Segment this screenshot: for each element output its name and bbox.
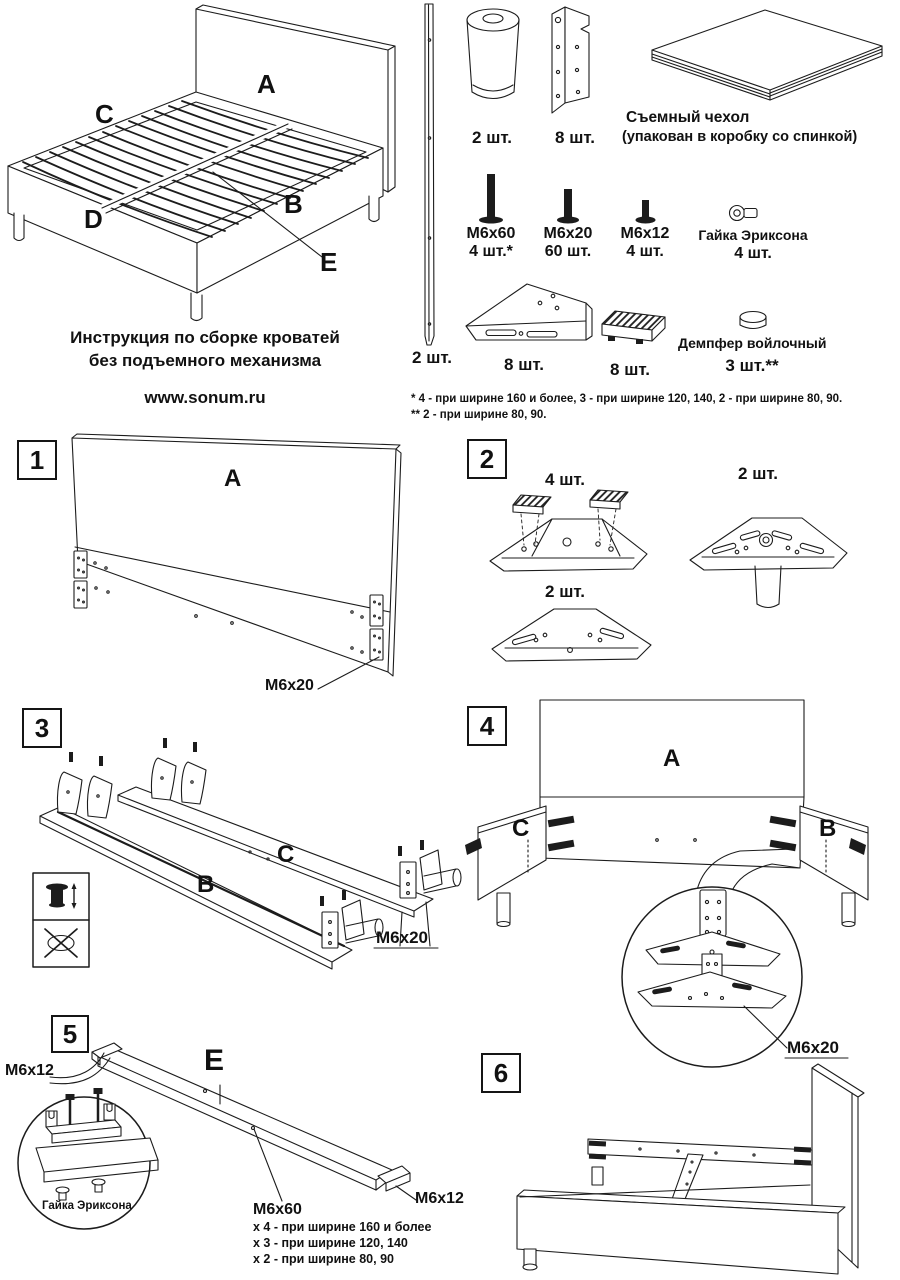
step4-label-c: C bbox=[512, 815, 530, 842]
m6x60-leader bbox=[254, 1129, 282, 1201]
m6x12-left-leader bbox=[50, 1058, 110, 1084]
footnote-1: * 4 - при ширине 160 и более, 3 - при ширине 120, 140, 2 - при ширине 80, 90. bbox=[411, 393, 843, 405]
felt-damper-icon bbox=[590, 490, 628, 509]
felt-damper-icon bbox=[513, 495, 551, 514]
step1-label-a: A bbox=[224, 465, 242, 492]
step6-drawing bbox=[517, 1064, 864, 1274]
part-m6x60-qty: 4 шт.* bbox=[469, 243, 513, 260]
step4-number: 4 bbox=[467, 706, 507, 746]
bolt-m6x12-icon bbox=[636, 200, 656, 224]
step3-callout-m6x20: M6x20 bbox=[376, 928, 428, 947]
step5-callout-erikson-nut: Гайка Эриксона bbox=[42, 1200, 132, 1212]
step3-label-b: B bbox=[197, 871, 215, 898]
step1-number: 1 bbox=[17, 440, 57, 480]
part-m6x60-name: М6х60 bbox=[466, 225, 516, 242]
slat-pad-icon bbox=[602, 311, 665, 344]
overview-label-c: C bbox=[95, 99, 114, 129]
footnote-2: ** 2 - при ширине 80, 90. bbox=[411, 409, 547, 421]
felt-damper-icon bbox=[740, 312, 766, 329]
page-title-line2: без подъемного механизма bbox=[88, 351, 322, 370]
part-cover-title: Съемный чехол bbox=[626, 109, 750, 126]
part-erikson-qty: 4 шт. bbox=[734, 245, 772, 262]
step5-label-e: E bbox=[204, 1044, 225, 1077]
step6-number: 6 bbox=[481, 1053, 521, 1093]
overview-label-d: D bbox=[84, 204, 103, 234]
part-damper-name: Демпфер войлочный bbox=[678, 335, 827, 351]
step1-callout-m6x20: М6х20 bbox=[265, 677, 314, 694]
step3-number: 3 bbox=[22, 708, 62, 748]
corner-plate-icon bbox=[466, 284, 592, 340]
erikson-nut-icon bbox=[730, 206, 758, 221]
step4-label-a: A bbox=[663, 745, 681, 772]
warning-icons-box bbox=[33, 873, 89, 967]
step5-m6x60-note2: x 3 - при ширине 120, 140 bbox=[253, 1236, 408, 1250]
bed-leg bbox=[191, 293, 202, 321]
step2-number: 2 bbox=[467, 439, 507, 479]
part-m6x20-name: М6х20 bbox=[543, 225, 593, 242]
bed-leg bbox=[14, 213, 24, 241]
part-rail-qty: 2 шт. bbox=[412, 348, 452, 367]
magnifier-circle bbox=[622, 887, 802, 1067]
step2-qty-bottom: 2 шт. bbox=[545, 582, 585, 601]
part-cover-note: (упакован в коробку со спинкой) bbox=[622, 129, 858, 145]
overview-label-a: A bbox=[257, 69, 276, 99]
step5-m6x60-note3: x 2 - при ширине 80, 90 bbox=[253, 1252, 394, 1266]
part-bracket-qty: 8 шт. bbox=[555, 128, 595, 147]
step3-label-c: C bbox=[277, 841, 295, 868]
bed-leg bbox=[369, 196, 379, 222]
page-title-line1: Инструкция по сборке кроватей bbox=[70, 328, 340, 347]
bolt-m6x20-icon bbox=[557, 189, 579, 224]
m6x12-right-leader bbox=[396, 1186, 416, 1200]
overview-label-b: B bbox=[284, 189, 303, 219]
part-leg-qty: 2 шт. bbox=[472, 128, 512, 147]
part-pad-qty: 8 шт. bbox=[610, 360, 650, 379]
step2-qty-right: 2 шт. bbox=[738, 464, 778, 483]
part-m6x20-qty: 60 шт. bbox=[544, 243, 592, 260]
step1-callout-leader bbox=[318, 657, 379, 689]
step5-number: 5 bbox=[51, 1015, 89, 1053]
part-cover-icon bbox=[652, 10, 882, 100]
website-url: www.sonum.ru bbox=[144, 388, 266, 407]
part-m6x12-qty: 4 шт. bbox=[626, 243, 664, 260]
part-leg-icon bbox=[467, 9, 519, 99]
step5-callout-m6x12-left: M6x12 bbox=[5, 1062, 54, 1079]
part-corner-bracket-icon bbox=[552, 7, 589, 113]
part-corner-plate-qty: 8 шт. bbox=[504, 355, 544, 374]
step4-callout-m6x20: M6x20 bbox=[787, 1038, 839, 1057]
part-damper-qty: 3 шт.** bbox=[725, 356, 779, 375]
step2-drawing bbox=[490, 490, 847, 661]
step5-callout-m6x60: M6x60 bbox=[253, 1201, 302, 1218]
part-side-rail-icon bbox=[425, 4, 434, 345]
step5-callout-m6x12-right: M6x12 bbox=[415, 1190, 464, 1207]
step2-qty-top: 4 шт. bbox=[545, 470, 585, 489]
step5-m6x60-note1: x 4 - при ширине 160 и более bbox=[253, 1220, 432, 1234]
part-m6x12-name: М6х12 bbox=[620, 225, 670, 242]
part-erikson-name: Гайка Эриксона bbox=[698, 227, 808, 243]
overview-label-e: E bbox=[320, 247, 338, 277]
bolt-m6x60-icon bbox=[479, 174, 503, 224]
step4-label-b: B bbox=[819, 815, 837, 842]
